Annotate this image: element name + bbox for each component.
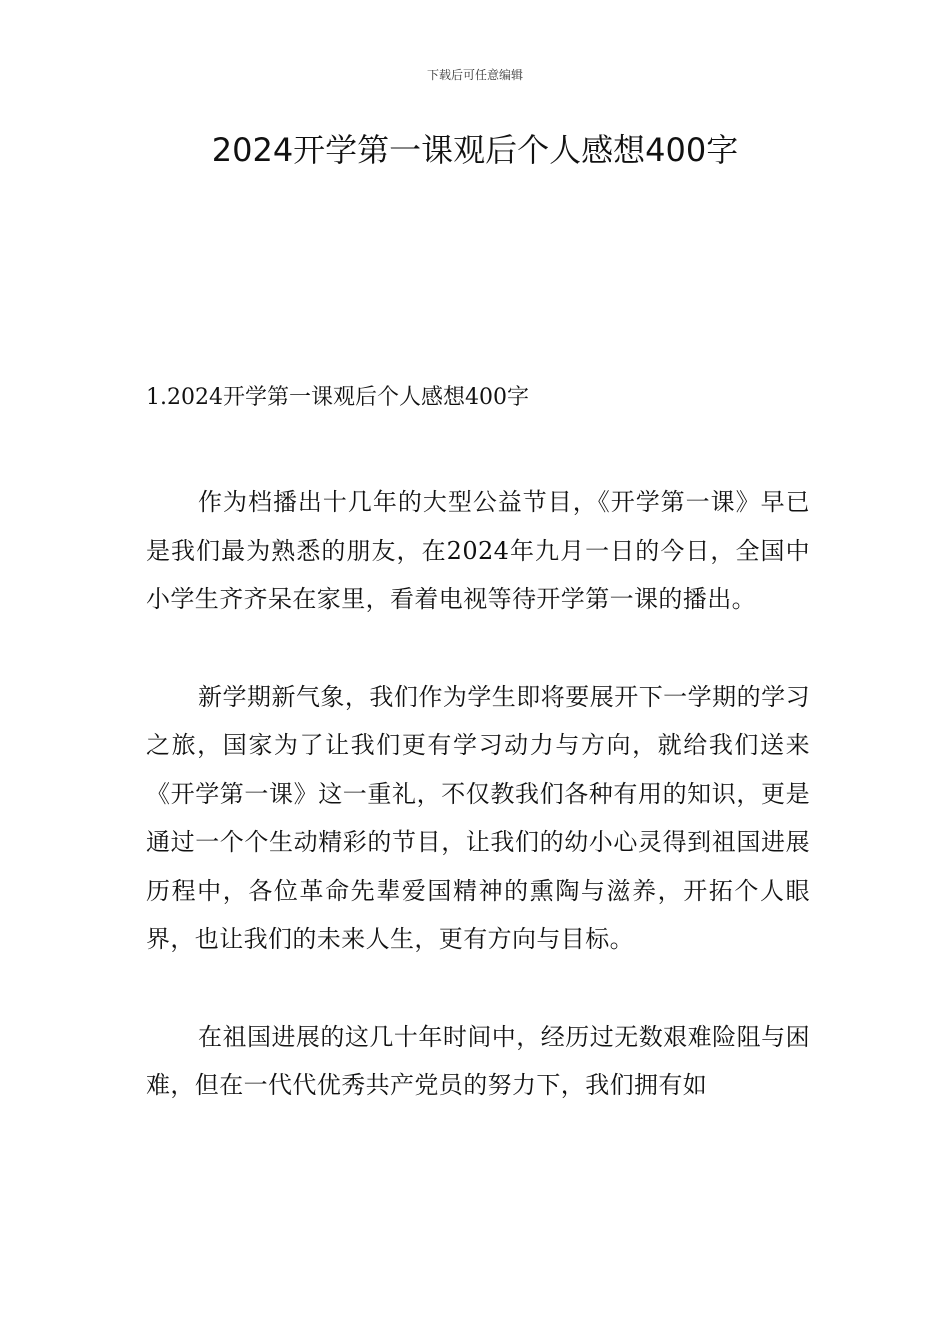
body-text — [146, 478, 810, 1159]
paragraph-1: 作为档播出十几年的大型公益节目，《开学第一课》早已是我们最为熟悉的朋友，在2024年九月一日的今日，全国中小学生齐齐呆在家里，看着电视等待开学第一课的播出。 — [146, 488, 810, 613]
document-title: 2024开学第一课观后个人感想400字 — [211, 131, 739, 169]
paragraph-2: 新学期新气象，我们作为学生即将要展开下一学期的学习之旅，国家为了让我们更有学习动力与方向，就给我们送来《开学第一课》这一重礼，不仅教我们各种有用的知识，更是通过一个个生动精彩的节目，让我们的幼小心灵得到祖国进展历程中，各位革命先辈爱国精神的熏陶与滋养，开拓个人眼界，也让我们的未来人生，更有方向与目标。 — [146, 682, 810, 953]
paragraph-3: 在祖国进展的这几十年时间中，经历过无数艰难险阻与困难，但在一代代优秀共产党员的努力下，我们拥有如 — [146, 1022, 810, 1099]
section-heading: 1.2024开学第一课观后个人感想400字 — [146, 385, 529, 410]
header-note: 下载后可任意编辑 — [426, 68, 523, 82]
